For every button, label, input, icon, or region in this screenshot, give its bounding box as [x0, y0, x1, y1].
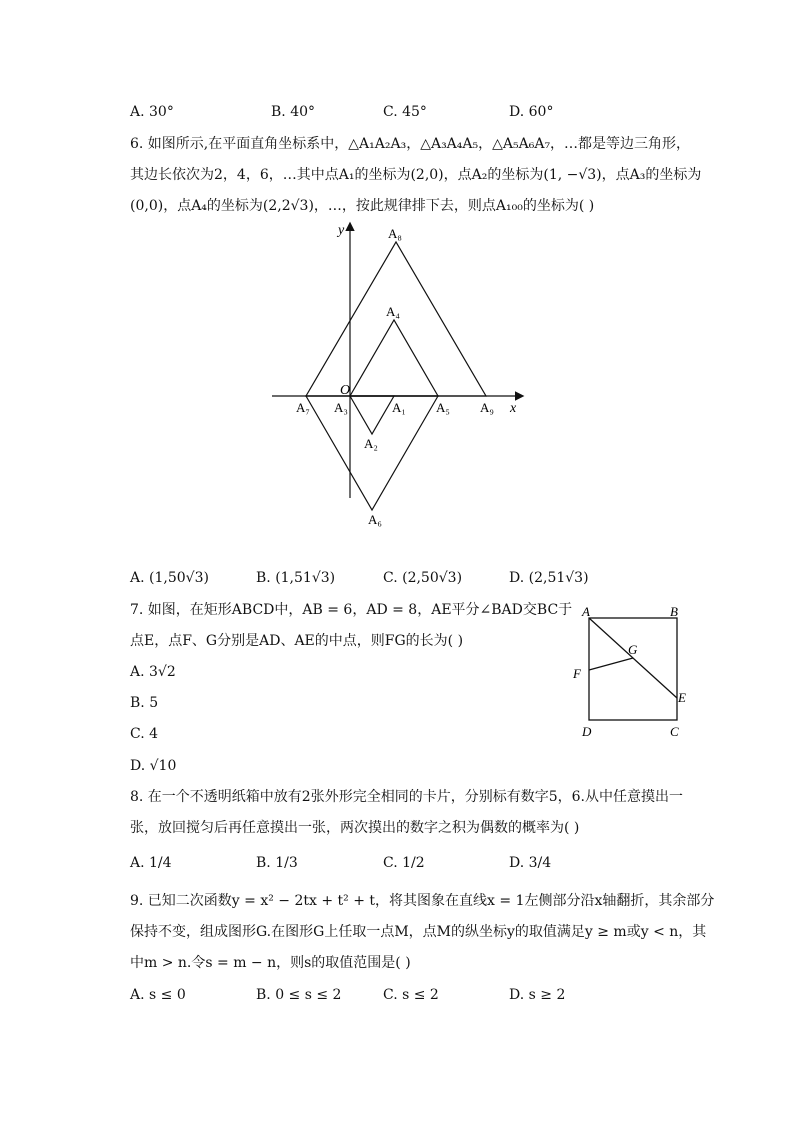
q9-stem-line2: 保持不变，组成图形G.在图形G上任取一点M，点M的纵坐标y的取值满足y ≥ m或y < n，其: [130, 924, 707, 940]
q7-figure: [568, 600, 698, 745]
q5-option-d: D. 60°: [509, 104, 554, 120]
label-a: A: [582, 604, 590, 619]
origin-label: O: [340, 383, 351, 398]
q6-stem-line2: 其边长依次为2，4，6，…其中点A₁的坐标为(2,0)，点A₂的坐标为(1, −√3)，点A₃的坐标为: [130, 167, 702, 183]
q7-stem-line1: 7. 如图，在矩形ABCD中，AB = 6，AD = 8，AE平分∠BAD交BC于: [130, 602, 573, 618]
rectangle-abcd: [589, 618, 677, 720]
label-a4: A₄: [386, 304, 400, 319]
q8-stem-line2: 张，放回搅匀后再任意摸出一张，两次摸出的数字之积为偶数的概率为( ): [130, 820, 580, 836]
x-axis-label: x: [510, 401, 517, 416]
label-f: F: [573, 666, 581, 681]
q6-option-a: A. (1,50√3): [130, 570, 209, 586]
q8-option-b: B. 1/3: [256, 855, 298, 871]
q9-option-c: C. s ≤ 2: [383, 987, 439, 1003]
q6-stem-line3: (0,0)，点A₄的坐标为(2,2√3)，…，按此规律排下去，则点A₁₀₀的坐标为( ): [130, 198, 595, 214]
triangle-a3a4a5: [350, 320, 438, 396]
q9-stem-line1: 9. 已知二次函数y = x² − 2tx + t² + t，将其图象在直线x = 1左侧部分沿x轴翻折，其余部分: [130, 893, 715, 909]
q7-stem-line2: 点E，点F、G分别是AD、AE的中点，则FG的长为( ): [130, 633, 464, 649]
label-a7: A₇: [296, 400, 310, 415]
q8-option-c: C. 1/2: [383, 855, 425, 871]
label-a2: A₂: [364, 436, 378, 451]
label-g: G: [628, 642, 638, 657]
q6-option-c: C. (2,50√3): [383, 570, 463, 586]
q9-option-b: B. 0 ≤ s ≤ 2: [256, 987, 342, 1003]
q7-option-b: B. 5: [130, 695, 159, 711]
triangle-a7a8a9: [306, 242, 486, 396]
label-c: C: [670, 724, 679, 739]
q8-option-a: A. 1/4: [130, 855, 172, 871]
y-axis-label: y: [338, 223, 345, 238]
label-a3: A₃: [334, 400, 348, 415]
label-a8: A₈: [388, 226, 402, 241]
q5-option-b: B. 40°: [271, 104, 316, 120]
triangle-a1a2a3: [350, 396, 394, 434]
q6-figure: [260, 220, 540, 540]
q7-option-a: A. 3√2: [130, 664, 176, 680]
q6-option-d: D. (2,51√3): [509, 570, 589, 586]
q5-option-c: C. 45°: [383, 104, 427, 120]
q6-option-b: B. (1,51√3): [256, 570, 336, 586]
label-e: E: [678, 690, 686, 705]
label-b: B: [670, 604, 678, 619]
label-a5: A₅: [436, 400, 450, 415]
q9-option-d: D. s ≥ 2: [509, 987, 566, 1003]
q8-stem-line1: 8. 在一个不透明纸箱中放有2张外形完全相同的卡片，分别标有数字5，6.从中任意摸出一: [130, 789, 683, 805]
triangle-a5a6a7: [306, 396, 438, 510]
q7-option-d: D. √10: [130, 758, 177, 774]
q7-option-c: C. 4: [130, 726, 159, 742]
q6-stem-line1: 6. 如图所示,在平面直角坐标系中，△A₁A₂A₃，△A₃A₄A₅，△A₅A₆A₇，…都是等边三角形，: [130, 136, 691, 152]
q5-option-a: A. 30°: [130, 104, 174, 120]
segment-fg: [589, 658, 633, 670]
q9-option-a: A. s ≤ 0: [130, 987, 186, 1003]
q9-stem-line3: 中m > n.令s = m − n，则s的取值范围是( ): [130, 955, 411, 971]
q8-option-d: D. 3/4: [509, 855, 552, 871]
label-a6: A₆: [368, 512, 382, 527]
label-a9: A₉: [480, 400, 494, 415]
label-d: D: [582, 724, 592, 739]
label-a1: A₁: [392, 400, 406, 415]
